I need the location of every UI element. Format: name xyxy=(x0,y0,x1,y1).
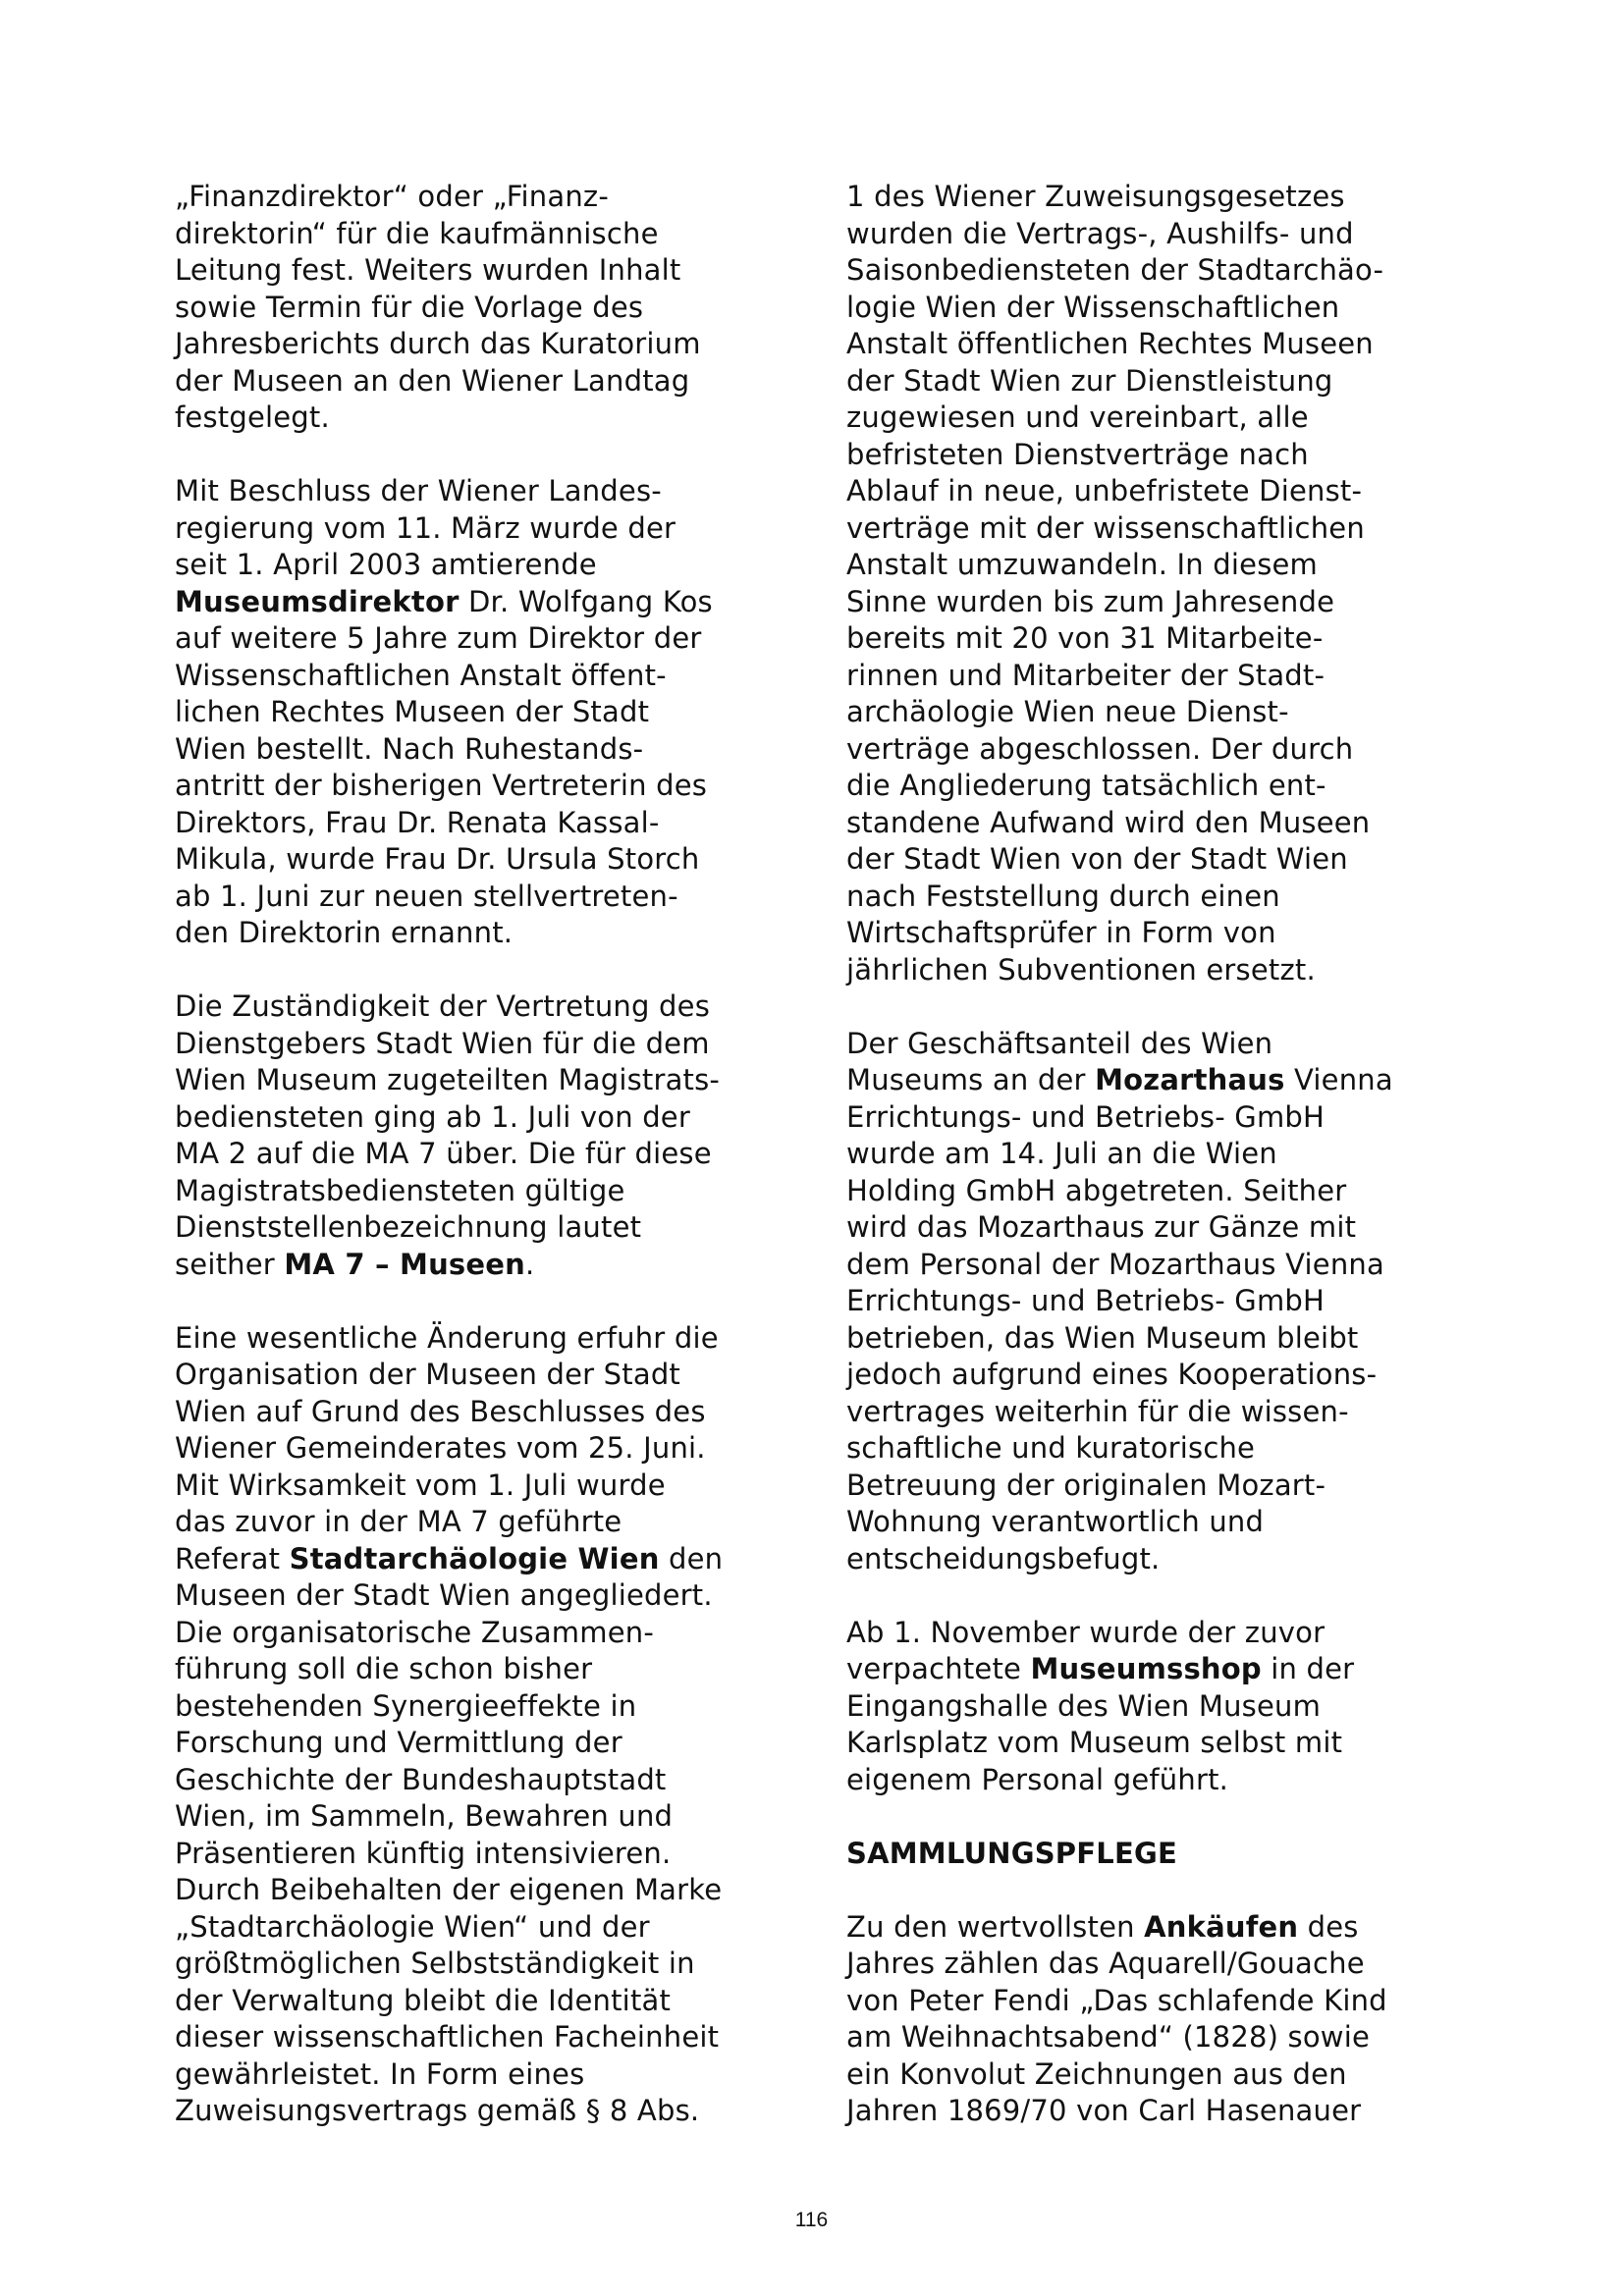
text-line: wurden die Vertrags-, Aushilfs- und xyxy=(846,216,1354,250)
text-line: rinnen und Mitarbeiter der Stadt- xyxy=(846,658,1325,692)
text-line: seit 1. April 2003 amtierende xyxy=(175,548,597,581)
text-line: Jahresberichts durch das Kuratorium xyxy=(175,327,701,360)
text-line: zugewiesen und vereinbart, alle xyxy=(846,400,1309,434)
paragraph-zustaendigkeit xyxy=(175,988,764,1283)
text-line: regierung vom 11. März wurde der xyxy=(175,510,676,545)
bold-term-ma7-museen: MA 7 – Museen xyxy=(284,1247,525,1281)
text-line: Zuweisungsvertrags gemäß § 8 Abs. xyxy=(175,2094,700,2127)
text-line: Ab 1. November wurde der zuvor xyxy=(846,1615,1325,1649)
text-fragment: Dr. Wolfgang Kos xyxy=(459,584,713,618)
text-line: Jahres zählen das Aquarell/Gouache xyxy=(846,1947,1365,1980)
text-line: 1 des Wiener Zuweisungsgesetzes xyxy=(846,180,1345,213)
text-line: Wien, im Sammeln, Bewahren und xyxy=(175,1799,674,1833)
text-line: Mit Wirksamkeit vom 1. Juli wurde xyxy=(175,1468,666,1502)
paragraph-organisation xyxy=(175,1320,764,2130)
text-fragment: den xyxy=(659,1541,724,1575)
text-fragment: des xyxy=(1298,1909,1359,1944)
text-line: betrieben, das Wien Museum bleibt xyxy=(846,1320,1359,1355)
text-fragment: Zu den wertvollsten xyxy=(846,1909,1145,1944)
text-line: die Angliederung tatsächlich ent- xyxy=(846,769,1326,802)
text-line: führung soll die schon bisher xyxy=(175,1652,593,1685)
text-line: Dienststellenbezeichnung lautet xyxy=(175,1210,642,1244)
text-line: größtmöglichen Selbstständigkeit in xyxy=(175,1947,695,1980)
text-line: Wien bestellt. Nach Ruhestands- xyxy=(175,731,644,766)
text-line: verträge abgeschlossen. Der durch xyxy=(846,731,1354,766)
text-line: „Stadtarchäologie Wien“ und der xyxy=(175,1909,650,1944)
paragraph-zuweisungsgesetz xyxy=(846,179,1435,988)
left-column xyxy=(175,179,764,2166)
text-fragment: Museums an der xyxy=(846,1063,1096,1096)
text-line: bereits mit 20 von 31 Mitarbeite- xyxy=(846,621,1324,655)
text-line: jährlichen Subventionen ersetzt. xyxy=(846,952,1316,987)
text-line: sowie Termin für die Vorlage des xyxy=(175,290,644,324)
text-line: der Stadt Wien von der Stadt Wien xyxy=(846,842,1348,876)
text-line: Eine wesentliche Änderung erfuhr die xyxy=(175,1320,719,1355)
text-line: Jahren 1869/70 von Carl Hasenauer xyxy=(846,2094,1362,2127)
text-line: Wissenschaftlichen Anstalt öffent- xyxy=(175,658,667,692)
bold-term-ankaeufe: Ankäufen xyxy=(1144,1909,1299,1944)
text-line: wird das Mozarthaus zur Gänze mit xyxy=(846,1210,1357,1244)
text-line: ab 1. Juni zur neuen stellvertreten- xyxy=(175,879,678,913)
text-line: Wiener Gemeinderates vom 25. Juni. xyxy=(175,1431,706,1465)
text-line: entscheidungsbefugt. xyxy=(846,1541,1161,1575)
text-line: Der Geschäftsanteil des Wien xyxy=(846,1026,1273,1060)
text-fragment: verpachtete xyxy=(846,1652,1031,1685)
text-line: auf weitere 5 Jahre zum Direktor der xyxy=(175,621,702,655)
text-line: vertrages weiterhin für die wissen- xyxy=(846,1394,1349,1428)
text-line: Karlsplatz vom Museum selbst mit xyxy=(846,1726,1343,1759)
bold-term-mozarthaus: Mozarthaus xyxy=(1095,1063,1285,1096)
text-line: archäologie Wien neue Dienst- xyxy=(846,695,1289,728)
text-line: Museen der Stadt Wien angegliedert. xyxy=(175,1578,713,1612)
paragraph-ankaeufe xyxy=(846,1909,1435,2130)
text-line xyxy=(846,1909,1435,1947)
text-line xyxy=(175,1247,764,1284)
text-fragment: in der xyxy=(1261,1652,1355,1685)
text-line: von Peter Fendi „Das schlafende Kind xyxy=(846,1983,1387,2017)
page-number: 116 xyxy=(794,2209,829,2231)
text-line: Die Zuständigkeit der Vertretung des xyxy=(175,989,711,1023)
text-line: Magistratsbediensteten gültige xyxy=(175,1173,625,1207)
text-line: Betreuung der originalen Mozart- xyxy=(846,1468,1326,1502)
text-line: Organisation der Museen der Stadt xyxy=(175,1358,681,1391)
text-line xyxy=(175,584,764,621)
text-line: das zuvor in der MA 7 geführte xyxy=(175,1505,622,1538)
text-line: „Finanzdirektor“ oder „Finanz- xyxy=(175,180,610,213)
text-fragment: Vienna xyxy=(1284,1063,1393,1096)
paragraph-museumsshop xyxy=(846,1615,1435,1799)
bold-term-museumsdirektor: Museumsdirektor xyxy=(175,584,460,618)
paragraph-museumsdirektor xyxy=(175,473,764,952)
text-line: Errichtungs- und Betriebs- GmbH xyxy=(846,1284,1325,1317)
text-line: verträge mit der wissenschaftlichen xyxy=(846,510,1365,545)
text-line: Holding GmbH abgetreten. Seither xyxy=(846,1173,1347,1207)
text-line: antritt der bisherigen Vertreterin des xyxy=(175,769,708,802)
text-line: Forschung und Vermittlung der xyxy=(175,1726,622,1759)
text-line: direktorin“ für die kaufmännische xyxy=(175,216,659,250)
text-line: Ablauf in neue, unbefristete Dienst- xyxy=(846,474,1363,507)
text-line: Dienstgebers Stadt Wien für die dem xyxy=(175,1026,710,1060)
text-line: Anstalt öffentlichen Rechtes Museen xyxy=(846,327,1374,360)
paragraph-mozarthaus xyxy=(846,1026,1435,1578)
text-line: gewährleistet. In Form eines xyxy=(175,2056,585,2091)
text-line: bediensteten ging ab 1. Juli von der xyxy=(175,1099,690,1134)
text-line xyxy=(846,1062,1435,1099)
text-line: Durch Beibehalten der eigenen Marke xyxy=(175,1873,723,1906)
text-line: der Museen an den Wiener Landtag xyxy=(175,363,690,398)
text-line: Die organisatorische Zusammen- xyxy=(175,1615,654,1649)
text-line: lichen Rechtes Museen der Stadt xyxy=(175,695,650,728)
text-line xyxy=(846,1651,1435,1688)
text-line: dem Personal der Mozarthaus Vienna xyxy=(846,1247,1384,1281)
text-line: Geschichte der Bundeshauptstadt xyxy=(175,1762,667,1796)
text-line: festgelegt. xyxy=(175,400,330,434)
text-line: befristeten Dienstverträge nach xyxy=(846,437,1309,471)
text-fragment: seither xyxy=(175,1247,285,1281)
text-fragment: Referat xyxy=(175,1541,290,1575)
text-line: Anstalt umzuwandeln. In diesem xyxy=(846,548,1318,581)
text-line: Präsentieren künftig intensivieren. xyxy=(175,1836,672,1870)
text-line: der Verwaltung bleibt die Identität xyxy=(175,1983,672,2017)
paragraph-finanzdirektor xyxy=(175,179,764,437)
bold-term-museumsshop: Museumsshop xyxy=(1030,1652,1262,1685)
text-line: Sinne wurden bis zum Jahresende xyxy=(846,584,1335,618)
text-line xyxy=(175,1541,764,1578)
text-line: Eingangshalle des Wien Museum xyxy=(846,1688,1322,1723)
text-line: nach Feststellung durch einen xyxy=(846,879,1280,913)
text-line: dieser wissenschaftlichen Facheinheit xyxy=(175,2020,720,2054)
right-column xyxy=(846,179,1435,2166)
text-line: ein Konvolut Zeichnungen aus den xyxy=(846,2056,1347,2091)
text-line: Mit Beschluss der Wiener Landes- xyxy=(175,474,662,507)
text-line: Leitung fest. Weiters wurden Inhalt xyxy=(175,253,681,287)
text-line: MA 2 auf die MA 7 über. Die für diese xyxy=(175,1137,712,1170)
text-line: wurde am 14. Juli an die Wien xyxy=(846,1137,1277,1170)
text-line: Direktors, Frau Dr. Renata Kassal- xyxy=(175,805,660,839)
text-line: eigenem Personal geführt. xyxy=(846,1762,1229,1796)
text-line: Wien auf Grund des Beschlusses des xyxy=(175,1394,706,1428)
text-line: Saisonbediensteten der Stadtarchäo- xyxy=(846,253,1384,287)
text-line: jedoch aufgrund eines Kooperations- xyxy=(846,1358,1378,1391)
text-line: der Stadt Wien zur Dienstleistung xyxy=(846,363,1333,398)
text-line: standene Aufwand wird den Museen xyxy=(846,805,1371,839)
text-line: Wohnung verantwortlich und xyxy=(846,1505,1265,1538)
text-line: bestehenden Synergieeffekte in xyxy=(175,1688,637,1723)
section-heading-sammlungspflege: SAMMLUNGSPFLEGE xyxy=(846,1836,1177,1870)
text-line: Wien Museum zugeteilten Magistrats- xyxy=(175,1063,721,1096)
text-line: Wirtschaftsprüfer in Form von xyxy=(846,916,1276,949)
text-line: Errichtungs- und Betriebs- GmbH xyxy=(846,1099,1325,1134)
text-line: am Weihnachtsabend“ (1828) sowie xyxy=(846,2020,1371,2054)
text-line: logie Wien der Wissenschaftlichen xyxy=(846,290,1340,324)
text-line: schaftliche und kuratorische xyxy=(846,1431,1256,1465)
bold-term-stadtarchaeologie: Stadtarchäologie Wien xyxy=(289,1541,660,1575)
text-fragment: . xyxy=(524,1247,535,1281)
text-line: Mikula, wurde Frau Dr. Ursula Storch xyxy=(175,842,700,876)
text-line: den Direktorin ernannt. xyxy=(175,916,514,949)
